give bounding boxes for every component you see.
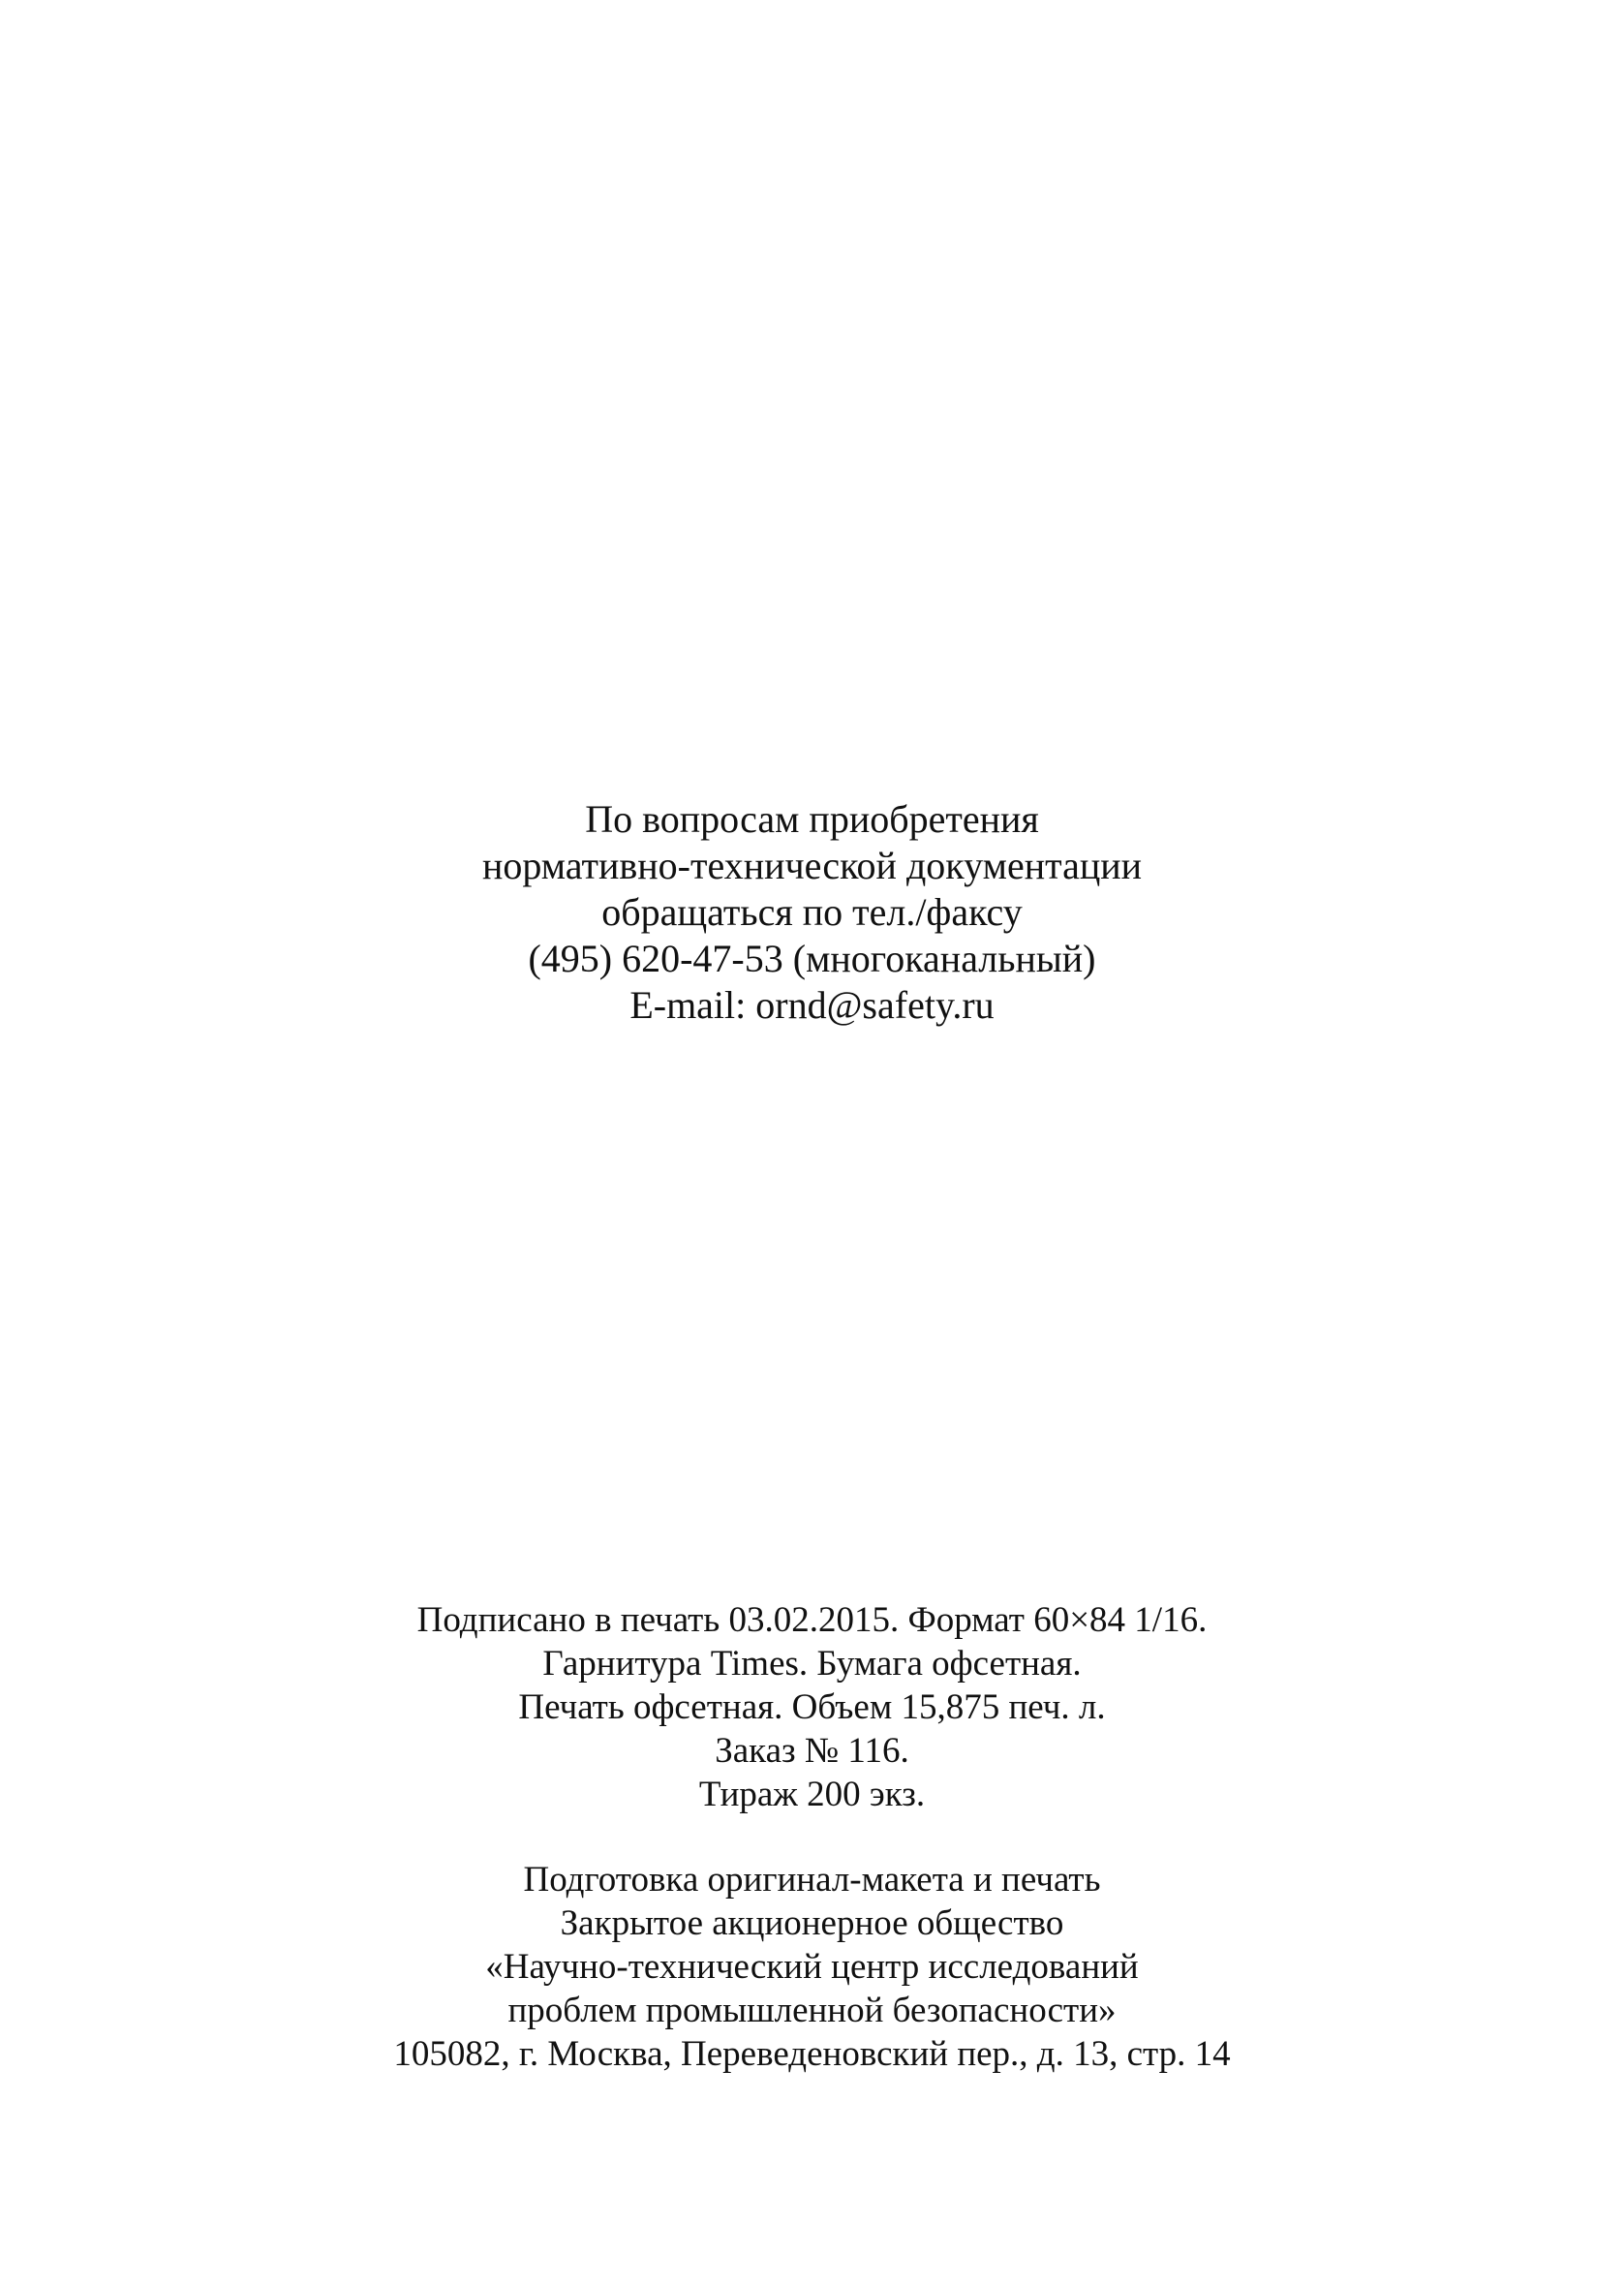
imprint-signed-format: Подписано в печать 03.02.2015. Формат 60×84 1/16.	[416, 1600, 1208, 1640]
contact-instruction: обращаться по тел./факсу	[601, 890, 1023, 934]
printer-company-name-2: проблем промышленной безопасности»	[507, 1991, 1117, 2030]
contact-phone: (495) 620-47-53 (многоканальный)	[528, 937, 1096, 980]
contact-email: E-mail: ornd@safety.ru	[629, 983, 995, 1027]
contact-heading: По вопросам приобретения	[585, 797, 1039, 841]
contact-subject: нормативно-технической документации	[481, 844, 1143, 887]
contact-info-block	[0, 796, 1624, 1029]
imprint-circulation: Тираж 200 экз.	[698, 1775, 926, 1814]
printer-company-type: Закрытое акционерное общество	[560, 1903, 1064, 1943]
imprint-order-number: Заказ № 116.	[715, 1731, 909, 1771]
imprint-block	[0, 1598, 1624, 1816]
printer-address: 105082, г. Москва, Переведеновский пер., д. 13, стр. 14	[393, 2034, 1231, 2074]
printer-info-block	[0, 1858, 1624, 2076]
imprint-print-volume: Печать офсетная. Объем 15,875 печ. л.	[518, 1687, 1106, 1727]
printer-company-name-1: «Научно-технический центр исследований	[485, 1947, 1139, 1987]
printer-service: Подготовка оригинал-макета и печать	[523, 1860, 1101, 1900]
imprint-typeface-paper: Гарнитура Times. Бумага офсетная.	[542, 1644, 1082, 1684]
